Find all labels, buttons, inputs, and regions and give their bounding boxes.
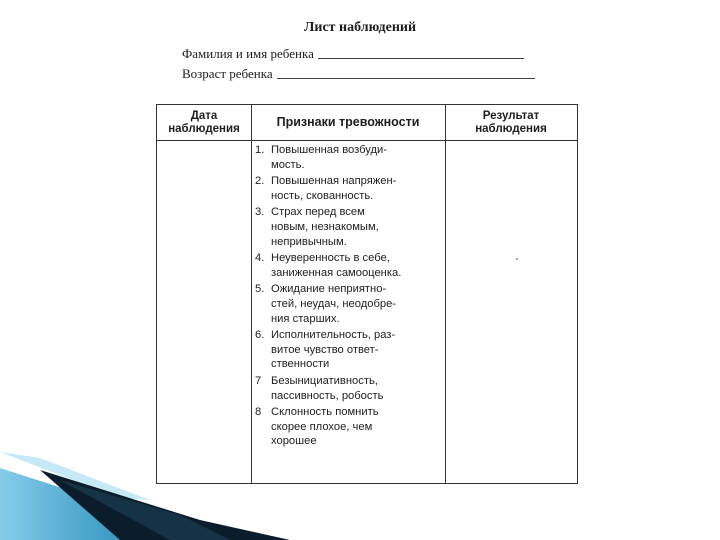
item-text: заниженная самооценка. — [271, 266, 402, 279]
item-text: Страх перед всем — [271, 206, 365, 219]
observation-table — [156, 104, 578, 484]
item-text: пассивность, робость — [271, 389, 384, 402]
child-age-field — [182, 66, 535, 82]
item-text: Повышенная напряжен- — [271, 175, 397, 188]
header-result-line: Результат — [482, 109, 540, 122]
header-date-line: наблюдения — [168, 122, 240, 135]
list-item — [253, 143, 443, 172]
list-item — [253, 205, 443, 249]
child-name-blank-line — [318, 57, 524, 59]
item-text: ственности — [271, 358, 330, 371]
list-item — [253, 174, 443, 203]
item-number: 3. — [255, 206, 265, 219]
header-date — [157, 105, 251, 140]
document-title: Лист наблюдений — [303, 20, 417, 35]
item-text: стей, неудач, неодобре- — [271, 297, 397, 310]
item-text: ния старших. — [271, 312, 340, 325]
scan-speck — [516, 258, 518, 260]
item-number: 6. — [255, 329, 265, 342]
item-text: Ожидание неприятно- — [271, 283, 387, 296]
item-number: 2. — [255, 175, 265, 188]
list-item — [253, 251, 443, 280]
item-text: Безынициативность, — [271, 374, 378, 387]
anxiety-signs-list — [253, 143, 443, 451]
table-column-divider — [445, 105, 446, 483]
item-number: 7 — [255, 374, 262, 387]
item-text: Неуверенность в себе, — [271, 252, 390, 265]
list-item — [253, 374, 443, 403]
item-text: Исполнительность, раз- — [271, 329, 396, 342]
child-age-blank-line — [277, 77, 535, 79]
item-text: новым, незнакомым, — [271, 220, 379, 233]
header-result-line: наблюдения — [475, 122, 547, 135]
item-text: непривычным. — [271, 235, 347, 248]
header-result — [445, 105, 577, 140]
child-age-label: Возраст ребенка — [182, 66, 273, 81]
item-text: Повышенная возбуди- — [271, 144, 387, 156]
child-name-field — [182, 46, 524, 62]
child-name-label: Фамилия и имя ребенка — [182, 46, 314, 61]
header-anxiety-signs: Признаки тревожности — [276, 115, 420, 129]
list-item — [253, 328, 443, 372]
item-text: мость. — [271, 158, 305, 171]
item-text: скорее плохое, чем — [271, 420, 373, 433]
item-number: 1. — [255, 144, 265, 156]
header-date-line: Дата — [190, 109, 218, 122]
item-text: витое чувство ответ- — [271, 343, 379, 356]
item-text: Склонность помнить — [271, 406, 379, 419]
table-column-divider — [251, 105, 252, 483]
item-number: 5. — [255, 283, 265, 296]
table-header-divider — [157, 140, 577, 141]
item-number: 8 — [255, 406, 262, 419]
item-number: 4. — [255, 252, 265, 265]
item-text: хорошее — [271, 435, 317, 448]
list-item — [253, 282, 443, 326]
list-item — [253, 405, 443, 449]
item-text: ность, скованность. — [271, 189, 374, 202]
